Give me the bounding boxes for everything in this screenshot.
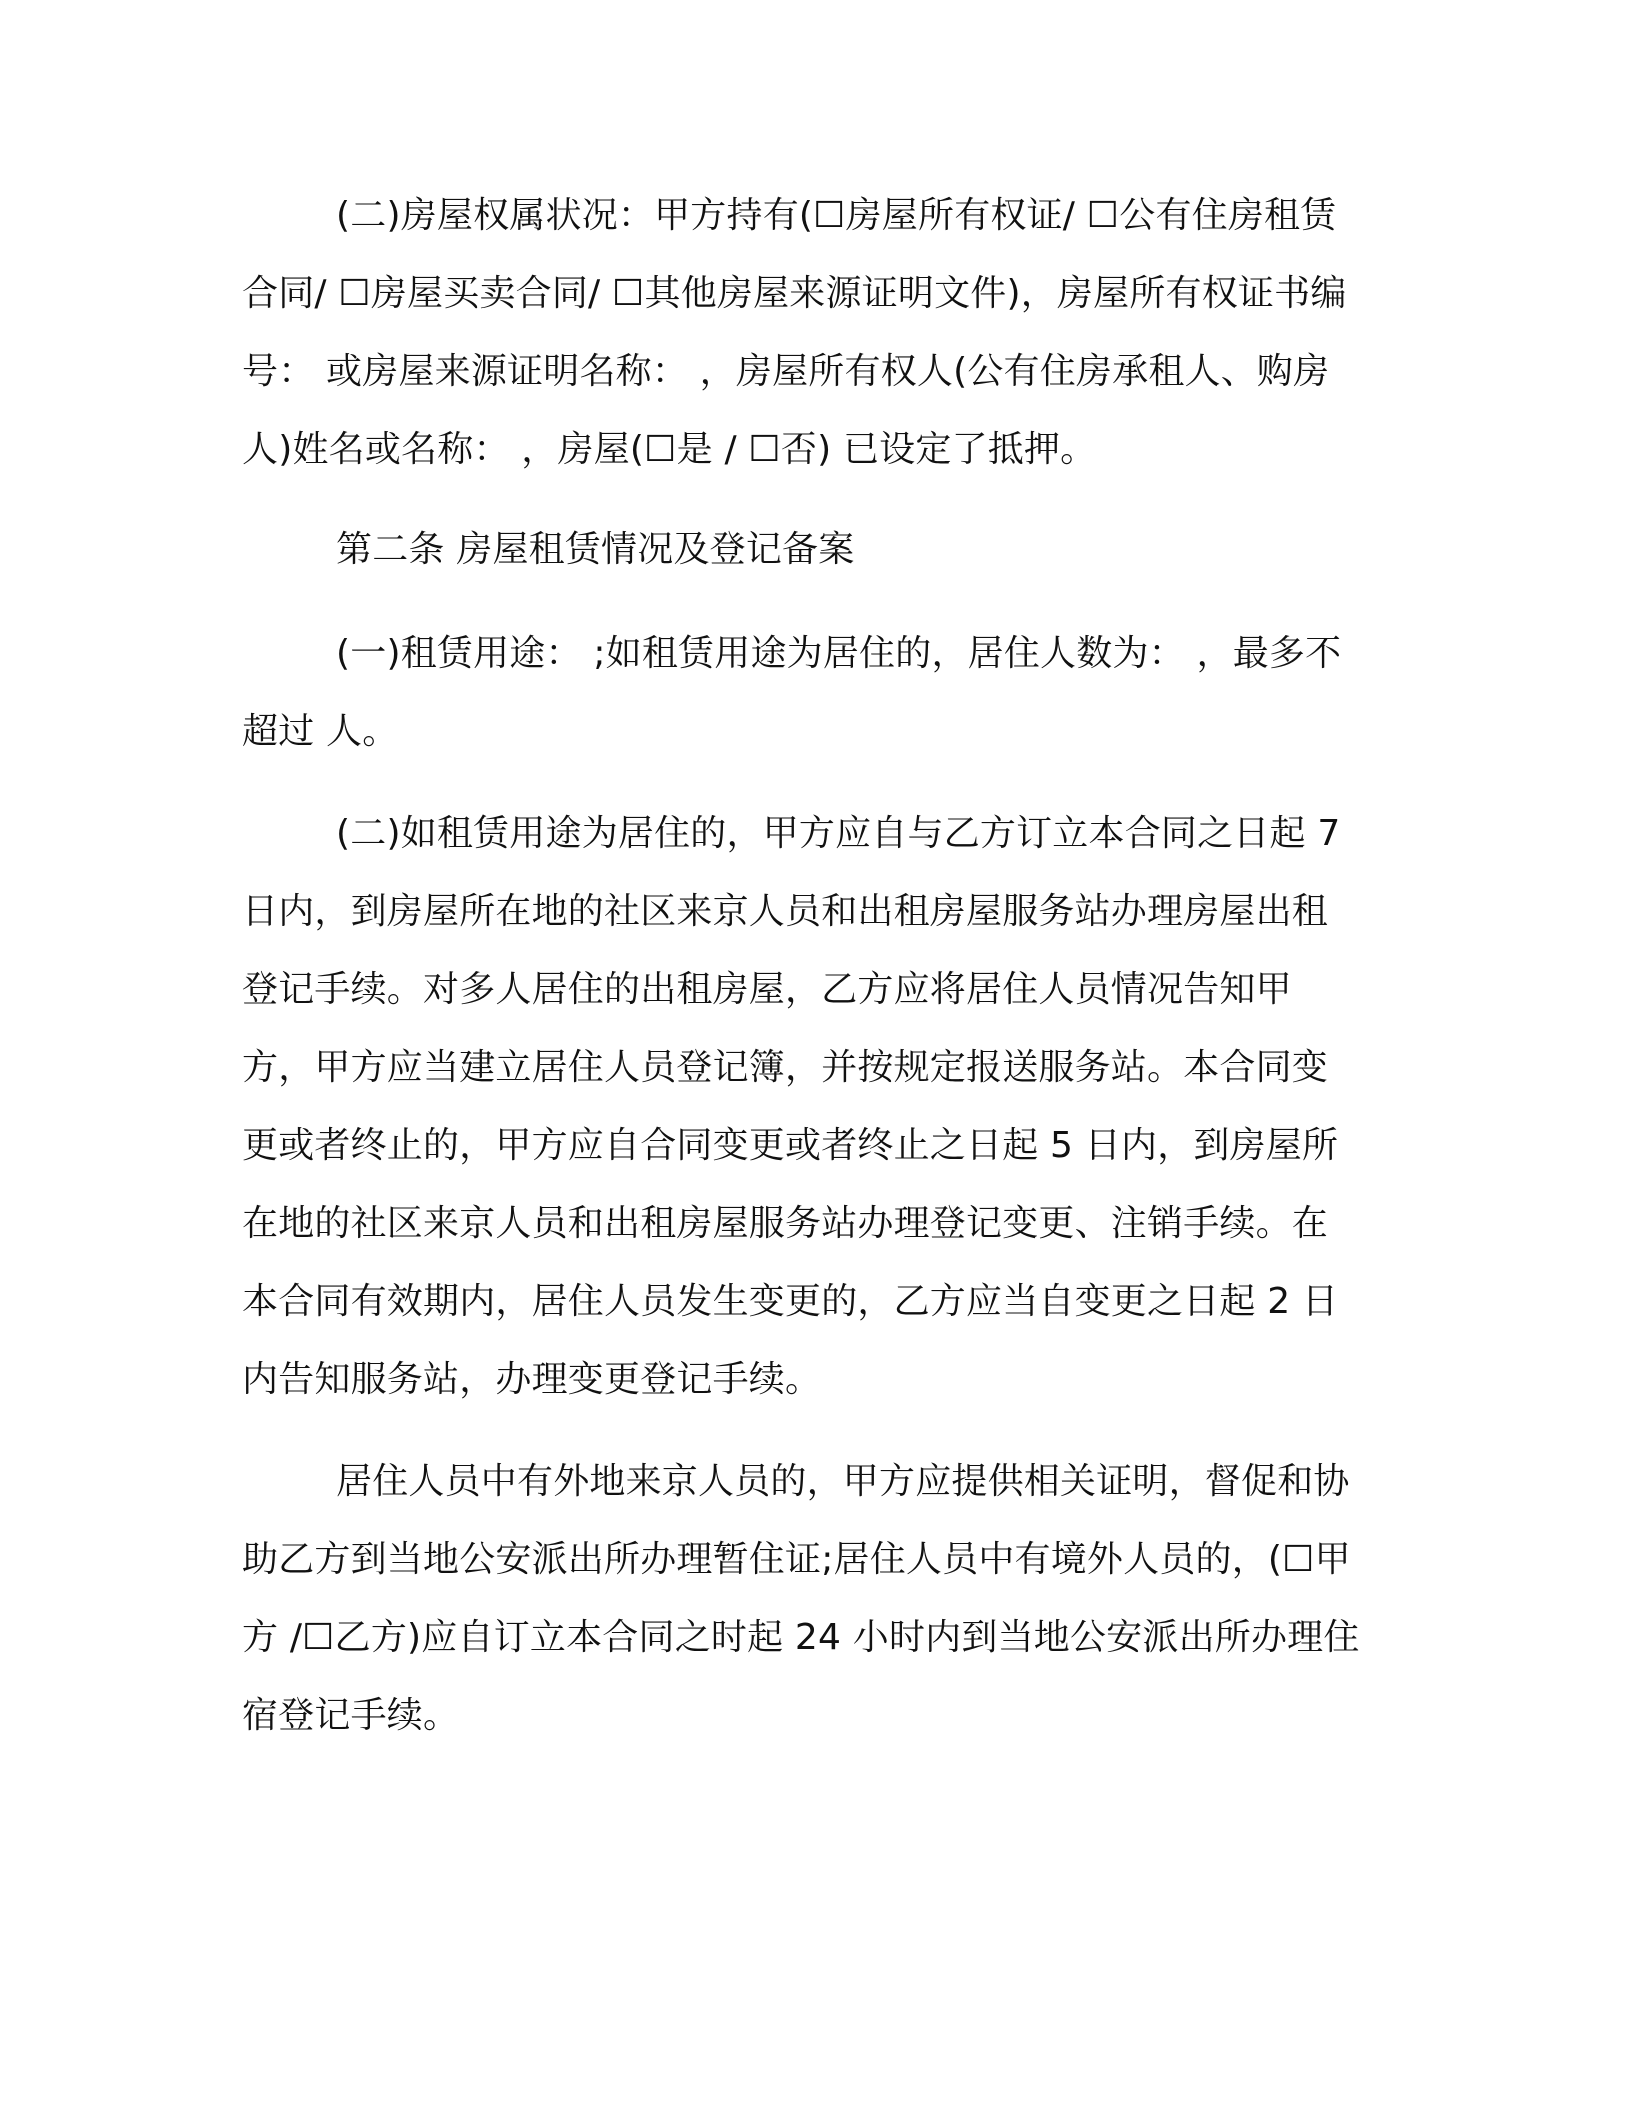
ownership-status-line-3: 号： 或房屋来源证明名称： ，房屋所有权人(公有住房承租人、购房 — [242, 351, 1330, 392]
temporary-residence-line-1: 居住人员中有外地来京人员的，甲方应提供相关证明，督促和协 — [336, 1461, 1350, 1502]
registration-line-3: 登记手续。对多人居住的出租房屋，乙方应将居住人员情况告知甲 — [242, 969, 1292, 1010]
registration-line-7: 本合同有效期内，居住人员发生变更的，乙方应当自变更之日起 2 日 — [242, 1281, 1339, 1322]
registration-line-1: (二)如租赁用途为居住的，甲方应自与乙方订立本合同之日起 7 — [336, 813, 1341, 854]
ownership-status-line-1: (二)房屋权属状况：甲方持有(☐房屋所有权证/ ☐公有住房租赁 — [336, 195, 1337, 236]
registration-line-5: 更或者终止的，甲方应自合同变更或者终止之日起 5 日内，到房屋所 — [242, 1125, 1339, 1166]
article-two-heading: 第二条 房屋租赁情况及登记备案 — [336, 529, 855, 570]
ownership-status-line-2: 合同/ ☐房屋买卖合同/ ☐其他房屋来源证明文件)，房屋所有权证书编 — [242, 273, 1347, 314]
registration-line-2: 日内，到房屋所在地的社区来京人员和出租房屋服务站办理房屋出租 — [242, 891, 1329, 932]
temporary-residence-line-3: 方 /☐乙方)应自订立本合同之时起 24 小时内到当地公安派出所办理住 — [242, 1617, 1360, 1658]
ownership-status-line-4: 人)姓名或名称： ，房屋(☐是 / ☐否) 已设定了抵押。 — [242, 429, 1097, 470]
lease-purpose-line-2: 超过 人。 — [242, 711, 399, 752]
temporary-residence-line-4: 宿登记手续。 — [242, 1695, 460, 1736]
registration-line-8: 内告知服务站，办理变更登记手续。 — [242, 1359, 822, 1400]
registration-line-4: 方，甲方应当建立居住人员登记簿，并按规定报送服务站。本合同变 — [242, 1047, 1329, 1088]
temporary-residence-line-2: 助乙方到当地公安派出所办理暂住证;居住人员中有境外人员的，(☐甲 — [242, 1539, 1351, 1580]
lease-purpose-line-1: (一)租赁用途： ;如租赁用途为居住的，居住人数为： ，最多不 — [336, 633, 1342, 674]
registration-line-6: 在地的社区来京人员和出租房屋服务站办理登记变更、注销手续。在 — [242, 1203, 1329, 1244]
